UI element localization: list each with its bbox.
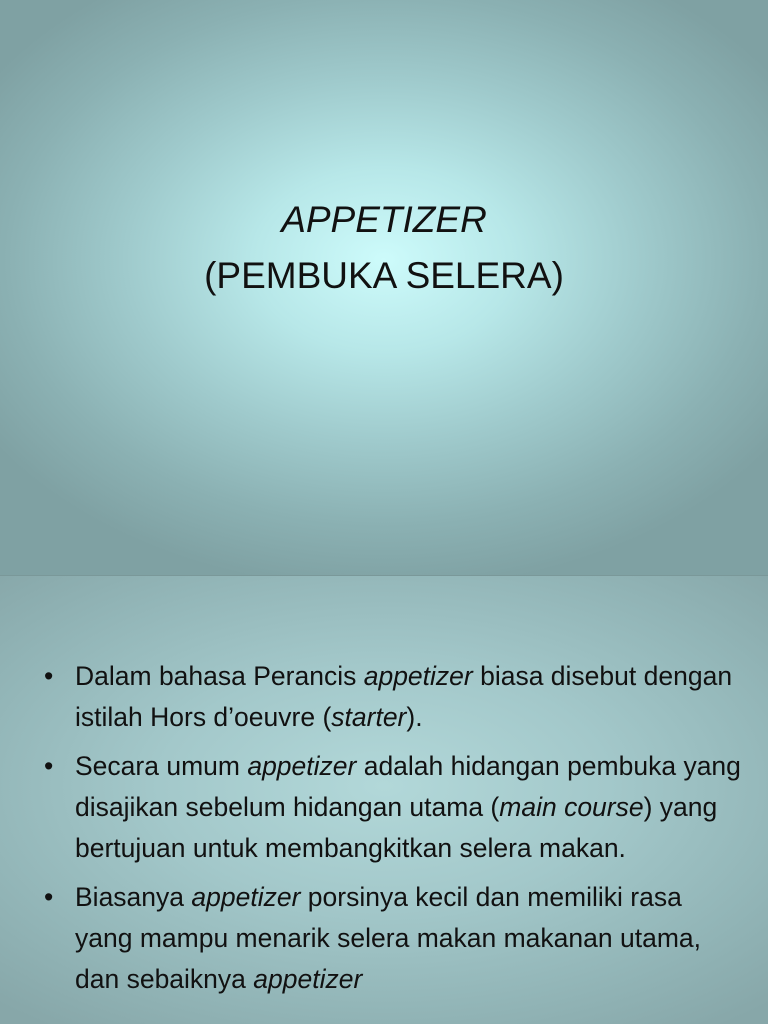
bullet-text-italic: appetizer xyxy=(253,964,363,994)
bullet-text: Dalam bahasa Perancis xyxy=(75,661,364,691)
bullet-text-italic: appetizer xyxy=(247,751,357,781)
bullet-text-italic: starter xyxy=(331,702,407,732)
bullet-text: Secara umum xyxy=(75,751,248,781)
title-block xyxy=(0,192,768,304)
bullet-text: ) yang bertujuan untuk membangkitkan selera makan. xyxy=(75,792,718,863)
bullet-item xyxy=(44,877,744,1000)
bullet-item xyxy=(44,746,744,869)
bullet-text-italic: appetizer xyxy=(191,882,301,912)
slide-subtitle: (PEMBUKA SELERA) xyxy=(204,255,564,296)
bullet-list xyxy=(44,656,744,1008)
slide-title: APPETIZER xyxy=(281,199,487,240)
bullet-item xyxy=(44,656,744,738)
bullet-text: adalah hidangan pembuka yang disajikan sebelum hidangan utama ( xyxy=(75,751,741,822)
bullet-dot-icon: • xyxy=(44,751,54,781)
bullet-text-italic: main course xyxy=(499,792,644,822)
bullet-text: ). xyxy=(406,702,423,732)
bullet-text-italic: appetizer xyxy=(363,661,473,691)
bullet-dot-icon: • xyxy=(44,661,54,691)
bullet-text: biasa disebut dengan istilah Hors d’oeuvre ( xyxy=(75,661,733,732)
bullet-text: porsinya kecil dan memiliki rasa yang mampu menarik selera makan makanan utama, dan sebaiknya xyxy=(75,882,701,994)
bullet-text: Biasanya xyxy=(75,882,192,912)
bullet-dot-icon: • xyxy=(44,882,54,912)
